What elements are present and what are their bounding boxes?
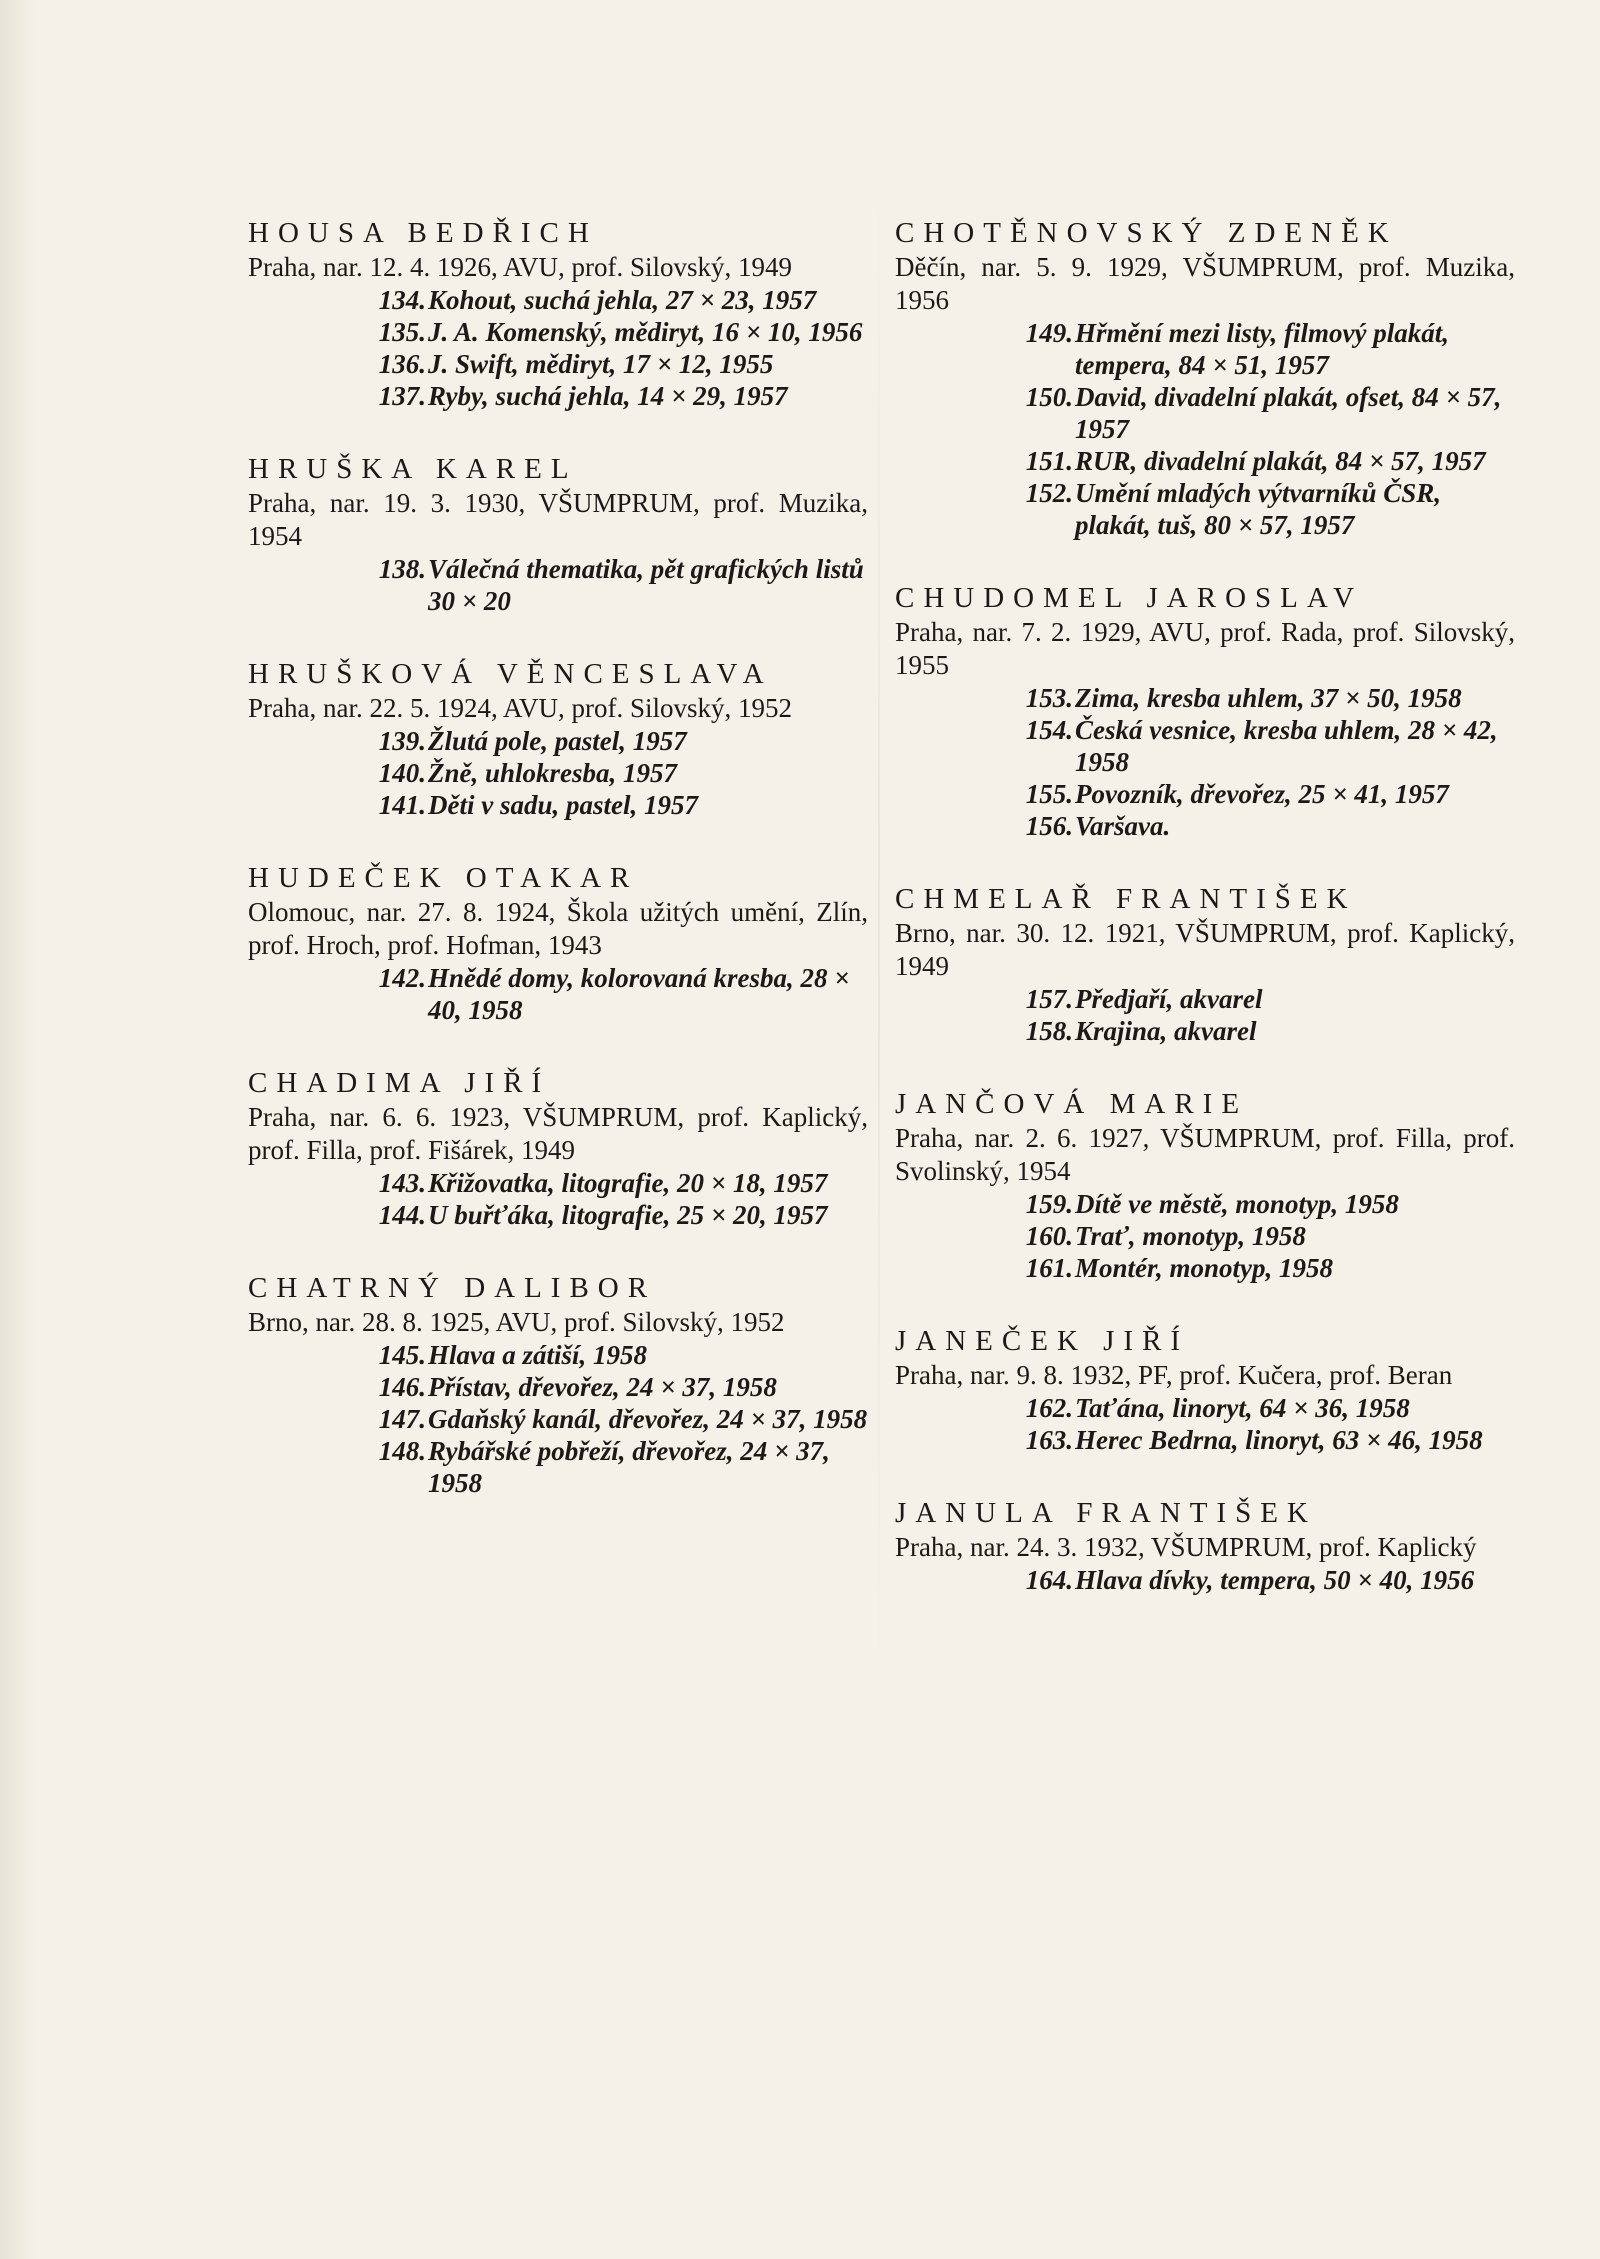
artist-entry (248, 861, 868, 1026)
work-number: 159. (1025, 1189, 1073, 1219)
work-item (248, 725, 868, 757)
scan-edge-shadow (0, 0, 36, 2259)
works-list (248, 1339, 868, 1499)
work-item (895, 1220, 1515, 1252)
artist-bio: Praha, nar. 7. 2. 1929, AVU, prof. Rada, prof. Silovský, 1955 (895, 617, 1515, 680)
work-number: 163. (1025, 1425, 1073, 1455)
work-item (895, 477, 1515, 541)
work-description: Kohout, suchá jehla, 27 × 23, 1957 (428, 285, 817, 315)
work-description: Předjaří, akvarel (1075, 984, 1263, 1014)
work-item (248, 789, 868, 821)
work-number: 149. (1025, 318, 1073, 348)
work-item (895, 1188, 1515, 1220)
works-list (248, 725, 868, 821)
work-number: 135. (378, 317, 426, 347)
artist-name: HRUŠKOVÁ VĚNCESLAVA (248, 658, 773, 690)
work-item (895, 1015, 1515, 1047)
artist-entry (248, 216, 868, 412)
work-description: David, divadelní plakát, ofset, 84 × 57, 1957 (1075, 382, 1502, 444)
artist-name: CHADIMA JIŘÍ (248, 1067, 551, 1099)
work-number: 161. (1025, 1253, 1073, 1283)
works-list (895, 1564, 1515, 1596)
artist-entry (248, 452, 868, 617)
works-list (895, 983, 1515, 1047)
work-description: Trať, monotyp, 1958 (1075, 1221, 1306, 1251)
work-item (895, 1564, 1515, 1596)
work-item (248, 1403, 868, 1435)
artist-bio: Praha, nar. 22. 5. 1924, AVU, prof. Silovský, 1952 (248, 693, 792, 723)
work-description: Dítě ve městě, monotyp, 1958 (1075, 1189, 1399, 1219)
work-description: Česká vesnice, kresba uhlem, 28 × 42, 1958 (1075, 715, 1498, 777)
works-list (895, 1188, 1515, 1284)
work-description: Gdaňský kanál, dřevořez, 24 × 37, 1958 (428, 1404, 868, 1434)
work-item (895, 983, 1515, 1015)
work-number: 153. (1025, 683, 1073, 713)
artist-name: HUDEČEK OTAKAR (248, 862, 639, 894)
page-fold-shadow (878, 180, 880, 1680)
artist-bio: Brno, nar. 30. 12. 1921, VŠUMPRUM, prof. Kaplický, 1949 (895, 918, 1515, 981)
artist-bio: Praha, nar. 6. 6. 1923, VŠUMPRUM, prof. Kaplický, prof. Filla, prof. Fišárek, 1949 (248, 1102, 868, 1165)
work-description: U buřťáka, litografie, 25 × 20, 1957 (428, 1200, 828, 1230)
work-number: 136. (378, 349, 426, 379)
artist-entry (248, 1271, 868, 1499)
works-list (895, 682, 1515, 842)
artist-name: JANULA FRANTIŠEK (895, 1497, 1317, 1529)
work-item (895, 810, 1515, 842)
work-number: 137. (378, 381, 426, 411)
work-item (248, 1167, 868, 1199)
work-description: Žně, uhlokresba, 1957 (428, 758, 678, 788)
works-list (895, 1392, 1515, 1456)
work-number: 140. (378, 758, 426, 788)
artist-name: CHOTĚNOVSKÝ ZDENĚK (895, 217, 1398, 249)
work-description: Křižovatka, litografie, 20 × 18, 1957 (428, 1168, 828, 1198)
work-number: 154. (1025, 715, 1073, 745)
work-description: Povozník, dřevořez, 25 × 41, 1957 (1075, 779, 1449, 809)
work-number: 146. (378, 1372, 426, 1402)
work-number: 139. (378, 726, 426, 756)
artist-bio: Praha, nar. 2. 6. 1927, VŠUMPRUM, prof. Filla, prof. Svolinský, 1954 (895, 1123, 1515, 1186)
work-item (895, 1252, 1515, 1284)
work-description: J. A. Komenský, mědiryt, 16 × 10, 1956 (428, 317, 863, 347)
work-number: 138. (378, 554, 426, 584)
artist-entry (895, 581, 1515, 842)
work-description: Ryby, suchá jehla, 14 × 29, 1957 (428, 381, 788, 411)
artist-name: HRUŠKA KAREL (248, 453, 578, 485)
work-description: Hřmění mezi listy, filmový plakát, tempera, 84 × 51, 1957 (1075, 318, 1449, 380)
artist-bio: Brno, nar. 28. 8. 1925, AVU, prof. Silovský, 1952 (248, 1307, 785, 1337)
work-item (248, 553, 868, 617)
work-number: 141. (378, 790, 426, 820)
work-number: 142. (378, 963, 426, 993)
work-description: Umění mladých výtvarníků ČSR, plakát, tuš, 80 × 57, 1957 (1075, 478, 1442, 540)
artist-entry (895, 1324, 1515, 1456)
works-list (248, 284, 868, 412)
work-item (895, 778, 1515, 810)
artist-name: CHUDOMEL JAROSLAV (895, 582, 1364, 614)
work-number: 147. (378, 1404, 426, 1434)
artist-name: CHMELAŘ FRANTIŠEK (895, 883, 1357, 915)
artist-bio: Praha, nar. 9. 8. 1932, PF, prof. Kučera, prof. Beran (895, 1360, 1453, 1390)
work-description: Žlutá pole, pastel, 1957 (428, 726, 687, 756)
artist-name: CHATRNÝ DALIBOR (248, 1272, 657, 1304)
work-number: 145. (378, 1340, 426, 1370)
artist-bio: Děčín, nar. 5. 9. 1929, VŠUMPRUM, prof. Muzika, 1956 (895, 252, 1515, 315)
artist-entry (895, 1496, 1515, 1596)
work-description: Hlava a zátiší, 1958 (428, 1340, 648, 1370)
work-item (895, 714, 1515, 778)
artist-entry (248, 657, 868, 821)
works-list (248, 1167, 868, 1231)
work-number: 164. (1025, 1565, 1073, 1595)
artist-entry (248, 1066, 868, 1231)
work-item (248, 316, 868, 348)
work-description: Rybářské pobřeží, dřevořez, 24 × 37, 1958 (428, 1436, 830, 1498)
work-number: 157. (1025, 984, 1073, 1014)
work-number: 148. (378, 1436, 426, 1466)
work-item (248, 1371, 868, 1403)
work-number: 134. (378, 285, 426, 315)
work-description: Montér, monotyp, 1958 (1075, 1253, 1334, 1283)
works-list (248, 962, 868, 1026)
left-column (248, 216, 868, 1539)
work-item (248, 1435, 868, 1499)
work-item (248, 284, 868, 316)
work-item (895, 317, 1515, 381)
artist-bio: Praha, nar. 19. 3. 1930, VŠUMPRUM, prof. Muzika, 1954 (248, 488, 868, 551)
work-number: 162. (1025, 1393, 1073, 1423)
work-number: 143. (378, 1168, 426, 1198)
artist-bio: Praha, nar. 12. 4. 1926, AVU, prof. Silovský, 1949 (248, 252, 792, 282)
work-item (895, 1424, 1515, 1456)
work-description: Taťána, linoryt, 64 × 36, 1958 (1075, 1393, 1410, 1423)
work-description: Hlava dívky, tempera, 50 × 40, 1956 (1075, 1565, 1475, 1595)
right-column (895, 216, 1515, 1636)
work-item (248, 380, 868, 412)
artist-name: JANČOVÁ MARIE (895, 1088, 1249, 1120)
work-description: Válečná thematika, pět grafických listů 30 × 20 (428, 554, 864, 616)
work-number: 150. (1025, 382, 1073, 412)
work-number: 155. (1025, 779, 1073, 809)
work-item (248, 962, 868, 1026)
work-description: J. Swift, mědiryt, 17 × 12, 1955 (428, 349, 774, 379)
work-description: Varšava. (1075, 811, 1171, 841)
artist-entry (895, 216, 1515, 541)
work-item (248, 757, 868, 789)
work-item (248, 1199, 868, 1231)
work-description: RUR, divadelní plakát, 84 × 57, 1957 (1075, 446, 1486, 476)
work-description: Herec Bedrna, linoryt, 63 × 46, 1958 (1075, 1425, 1483, 1455)
artist-name: HOUSA BEDŘICH (248, 217, 598, 249)
work-item (248, 348, 868, 380)
work-description: Děti v sadu, pastel, 1957 (428, 790, 698, 820)
artist-bio: Praha, nar. 24. 3. 1932, VŠUMPRUM, prof. Kaplický (895, 1532, 1477, 1562)
artist-entry (895, 1087, 1515, 1284)
work-number: 158. (1025, 1016, 1073, 1046)
work-item (895, 1392, 1515, 1424)
work-number: 152. (1025, 478, 1073, 508)
work-description: Zima, kresba uhlem, 37 × 50, 1958 (1075, 683, 1462, 713)
work-description: Hnědé domy, kolorovaná kresba, 28 × 40, 1958 (428, 963, 850, 1025)
works-list (248, 553, 868, 617)
work-item (248, 1339, 868, 1371)
work-number: 160. (1025, 1221, 1073, 1251)
work-description: Krajina, akvarel (1075, 1016, 1257, 1046)
work-description: Přístav, dřevořez, 24 × 37, 1958 (428, 1372, 777, 1402)
artist-bio: Olomouc, nar. 27. 8. 1924, Škola užitých umění, Zlín, prof. Hroch, prof. Hofman, 1943 (248, 897, 868, 960)
work-number: 144. (378, 1200, 426, 1230)
work-item (895, 682, 1515, 714)
work-number: 151. (1025, 446, 1073, 476)
work-item (895, 445, 1515, 477)
artist-entry (895, 882, 1515, 1047)
artist-name: JANEČEK JIŘÍ (895, 1325, 1190, 1357)
work-item (895, 381, 1515, 445)
work-number: 156. (1025, 811, 1073, 841)
works-list (895, 317, 1515, 541)
